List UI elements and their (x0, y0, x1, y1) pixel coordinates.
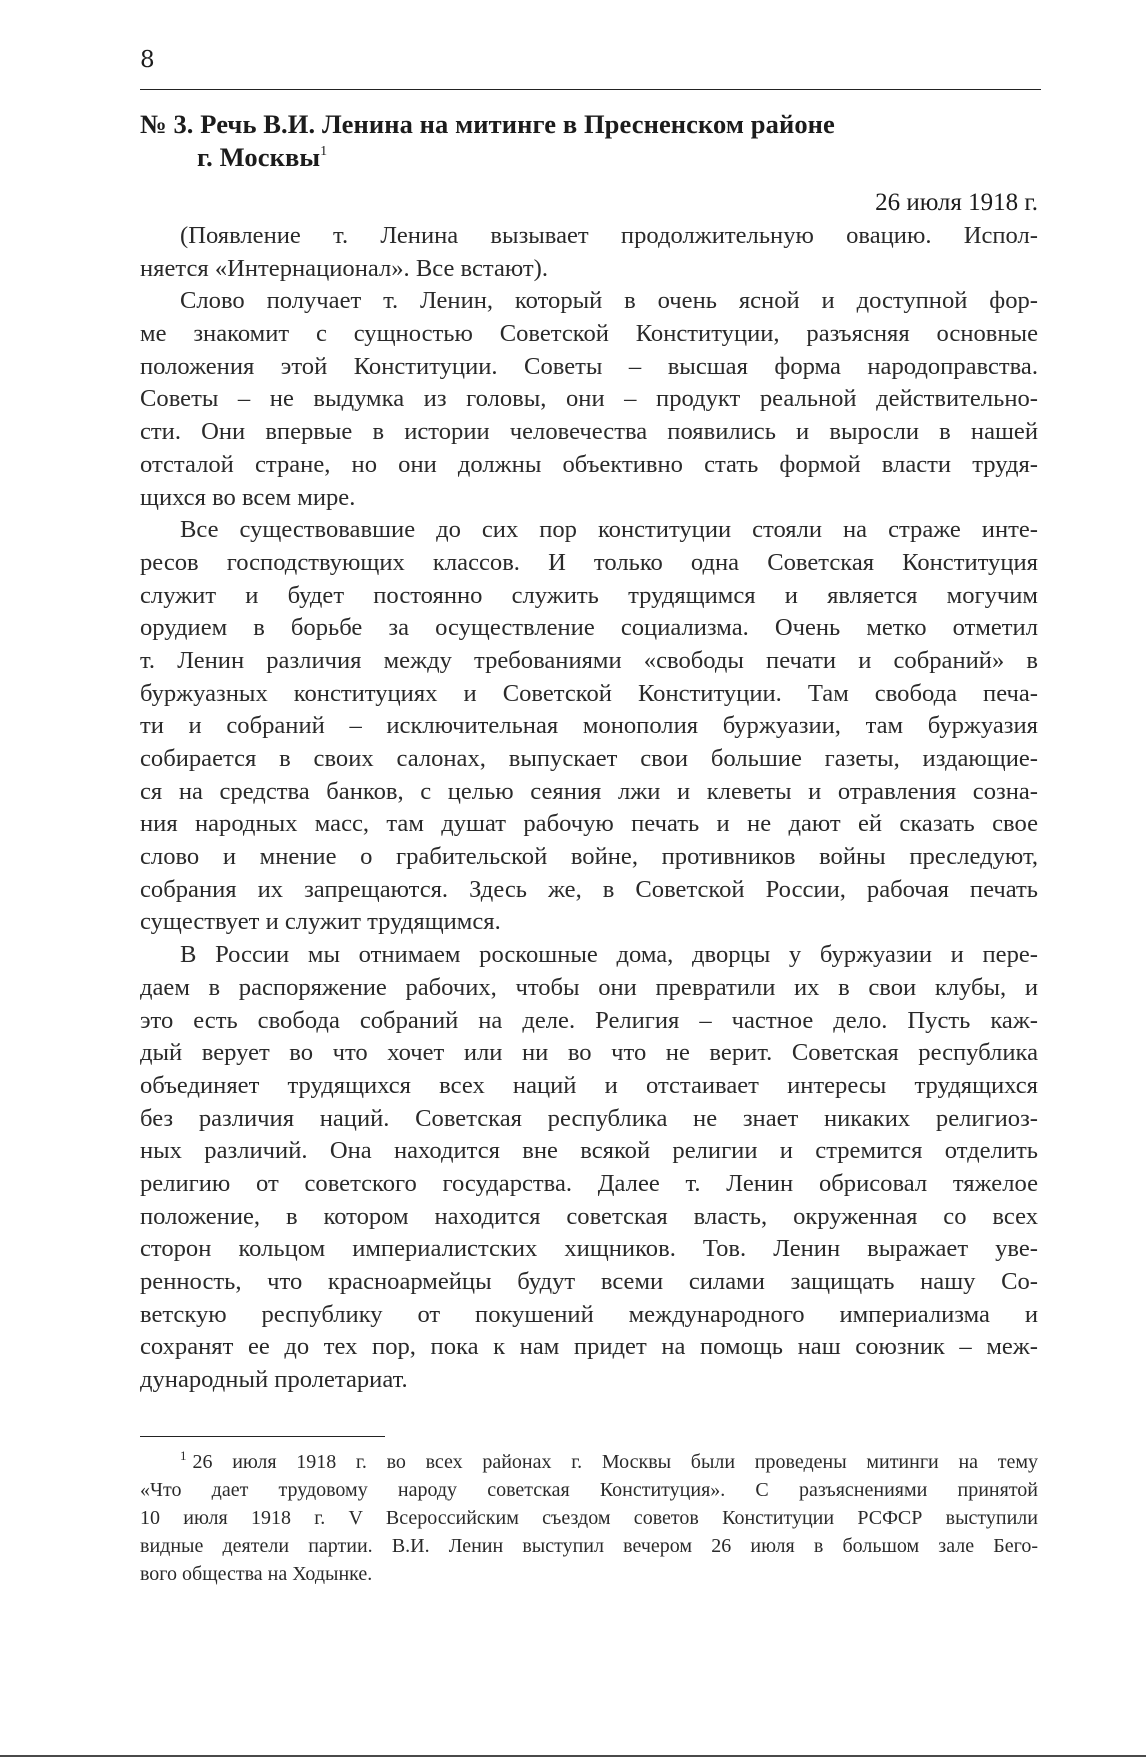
text-line-content: объединяет трудящихся всех наций и отстаивает интересы трудящихся (140, 1071, 1038, 1099)
text-line-content: Все существовавшие до сих пор конституции стояли на страже инте- (180, 516, 1038, 544)
text-line (140, 482, 1038, 515)
text-line (140, 1364, 1038, 1397)
text-line (140, 612, 1038, 645)
text-line (140, 710, 1038, 743)
text-line (140, 416, 1038, 449)
text-line (140, 1266, 1038, 1299)
text-line (140, 220, 1038, 253)
footnote-rule (140, 1436, 385, 1437)
title-footnote-mark[interactable]: 1 (320, 144, 328, 159)
text-line-content: дународный пролетариат. (140, 1366, 408, 1394)
footnote-mark: 1 (180, 1448, 187, 1463)
text-line (140, 1201, 1038, 1234)
title-line-2 (140, 141, 1040, 174)
footnote (140, 1448, 1038, 1588)
text-line-content: щихся во всем мире. (140, 483, 356, 511)
text-line-content: сохранят ее до тех пор, пока к нам придет на помощь наш союзник – меж- (140, 1333, 1038, 1361)
footnote-line-content: видные деятели партии. В.И. Ленин выступил вечером 26 июля в большом зале Бего- (140, 1535, 1038, 1557)
footnote-text: 26 июля 1918 г. во всех районах г. Москвы были проведены митинги на тему (192, 1451, 1038, 1473)
text-line-content: ти и собраний – исключительная монополия буржуазии, там буржуазия (140, 712, 1038, 740)
footnote-line (140, 1476, 1038, 1504)
text-line (140, 449, 1038, 482)
text-line-content: собрания их запрещаются. Здесь же, в Советской России, рабочая печать (140, 875, 1038, 903)
footnote-line-content (180, 1448, 1038, 1476)
footnote-line-content: «Что дает трудовому народу советская Конституция». С разъяснениями принятой (140, 1479, 1038, 1501)
body-text (140, 220, 1038, 1397)
text-line (140, 939, 1038, 972)
title-line-2-text: г. Москвы (197, 142, 321, 172)
text-line (140, 253, 1038, 286)
text-line (140, 776, 1038, 809)
text-line-content: т. Ленин различия между требованиями «свободы печати и собраний» в (140, 646, 1038, 674)
text-line (140, 1037, 1038, 1070)
text-line-content: ния народных масс, там душат рабочую печать и не дают ей сказать свое (140, 810, 1038, 838)
document-date: 26 июля 1918 г. (875, 189, 1038, 216)
header-rule (140, 89, 1041, 90)
text-line (140, 906, 1038, 939)
footnote-line-content: 10 июля 1918 г. V Всероссийским съездом советов Конституции РСФСР выступили (140, 1507, 1038, 1529)
text-line (140, 743, 1038, 776)
footnote-line (140, 1448, 1038, 1476)
text-line-content: ся на средства банков, с целью сеяния лжи и клеветы и отравления созна- (140, 777, 1038, 805)
text-line (140, 841, 1038, 874)
text-line (140, 285, 1038, 318)
text-line (140, 1103, 1038, 1136)
text-line-content: это есть свобода собраний на деле. Религия – частное дело. Пусть каж- (140, 1006, 1038, 1034)
text-line-content: существует и служит трудящимся. (140, 908, 501, 936)
text-line-content: буржуазных конституциях и Советской Конституции. Там свобода печа- (140, 679, 1038, 707)
text-line-content: слово и мнение о грабительской войне, противников войны преследуют, (140, 843, 1038, 871)
text-line-content: ресов господствующих классов. И только одна Советская Конституция (140, 548, 1038, 576)
text-line (140, 874, 1038, 907)
text-line (140, 1135, 1038, 1168)
text-line-content: Слово получает т. Ленин, который в очень ясной и доступной фор- (180, 287, 1038, 315)
text-line-content: В России мы отнимаем роскошные дома, дворцы у буржуазии и пере- (180, 941, 1038, 969)
text-line (140, 383, 1038, 416)
text-line-content: орудием в борьбе за осуществление социализма. Очень метко отметил (140, 614, 1038, 642)
text-line-content: положения этой Конституции. Советы – высшая форма народоправства. (140, 352, 1038, 380)
document-title (140, 108, 1040, 174)
text-line-content: дый верует во что хочет или ни во что не верит. Советская республика (140, 1039, 1038, 1067)
text-line-content: религию от советского государства. Далее т. Ленин обрисовал тяжелое (140, 1169, 1038, 1197)
text-line (140, 972, 1038, 1005)
text-line (140, 547, 1038, 580)
text-line-content: сторон кольцом империалистских хищников. Тов. Ленин выражает уве- (140, 1235, 1038, 1263)
footnote-line (140, 1560, 1038, 1588)
text-line (140, 645, 1038, 678)
text-line (140, 351, 1038, 384)
text-line (140, 678, 1038, 711)
text-line (140, 318, 1038, 351)
text-line-content: (Появление т. Ленина вызывает продолжительную овацию. Испол- (180, 222, 1038, 249)
footnote-line-content: вого общества на Ходынке. (140, 1563, 373, 1585)
text-line-content: няется «Интернационал». Все встают). (140, 254, 549, 282)
page-number: 8 (140, 47, 155, 73)
text-line (140, 514, 1038, 547)
text-line (140, 1070, 1038, 1103)
text-line (140, 808, 1038, 841)
text-line-content: Советы – не выдумка из головы, они – продукт реальной действительно- (140, 385, 1038, 413)
text-line-content: положение, в котором находится советская власть, окруженная со всех (140, 1202, 1038, 1230)
text-line-content: ных различий. Она находится вне всякой религии и стремится отделить (140, 1137, 1038, 1165)
text-line-content: служит и будет постоянно служить трудящимся и является могучим (140, 581, 1038, 609)
text-line (140, 1005, 1038, 1038)
text-line-content: отсталой стране, но они должны объективно стать формой власти трудя- (140, 450, 1038, 478)
footnote-line (140, 1504, 1038, 1532)
text-line-content: даем в распоряжение рабочих, чтобы они превратили их в свои клубы, и (140, 973, 1038, 1001)
text-line (140, 1331, 1038, 1364)
text-line-content: ме знакомит с сущностью Советской Конституции, разъясняя основные (140, 320, 1038, 348)
title-line-1: № 3. Речь В.И. Ленина на митинге в Пресненском районе (140, 109, 835, 139)
footnote-line (140, 1532, 1038, 1560)
text-line (140, 1233, 1038, 1266)
text-line (140, 1299, 1038, 1332)
text-line-content: сти. Они впервые в истории человечества появились и выросли в нашей (140, 418, 1038, 446)
text-line-content: ренность, что красноармейцы будут всеми силами защищать нашу Со- (140, 1268, 1038, 1295)
text-line (140, 1168, 1038, 1201)
text-line-content: без различия наций. Советская республика не знает никаких религиоз- (140, 1104, 1038, 1132)
text-line-content: ветскую республику от покушений международного империализма и (140, 1300, 1038, 1328)
text-line-content: собирается в своих салонах, выпускает свои большие газеты, издающие- (140, 745, 1038, 772)
text-line (140, 580, 1038, 613)
